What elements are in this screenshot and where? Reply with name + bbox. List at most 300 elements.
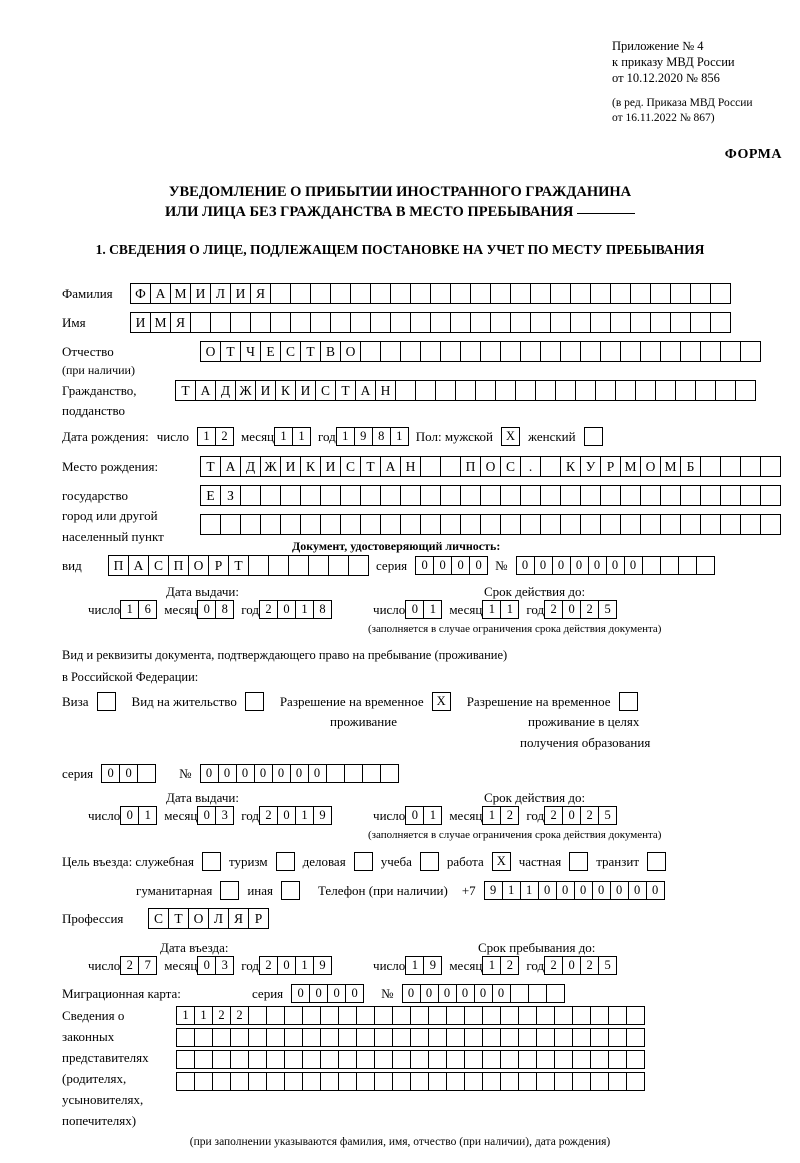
char-cell[interactable] — [360, 341, 381, 362]
char-cell[interactable]: 1 — [502, 881, 521, 900]
char-cell[interactable] — [572, 1006, 591, 1025]
char-cell[interactable] — [248, 1072, 267, 1091]
char-cell[interactable]: И — [230, 283, 251, 304]
char-cell[interactable]: А — [150, 283, 171, 304]
char-cell[interactable]: 0 — [415, 556, 434, 575]
char-cell[interactable] — [480, 485, 501, 506]
char-cell[interactable]: . — [520, 456, 541, 477]
char-cell[interactable] — [515, 380, 536, 401]
char-cell[interactable] — [600, 485, 621, 506]
char-cell[interactable] — [230, 1050, 249, 1069]
sex-female-checkbox[interactable] — [584, 427, 603, 446]
char-cell[interactable]: С — [148, 908, 169, 929]
char-cell[interactable]: 0 — [538, 881, 557, 900]
char-cell[interactable] — [640, 485, 661, 506]
char-cell[interactable] — [572, 1072, 591, 1091]
char-cell[interactable] — [540, 514, 561, 535]
char-cell[interactable] — [720, 341, 741, 362]
char-cell[interactable]: Н — [400, 456, 421, 477]
char-cell[interactable] — [500, 1072, 519, 1091]
char-cell[interactable] — [270, 283, 291, 304]
char-cell[interactable] — [266, 1050, 285, 1069]
char-cell[interactable]: 0 — [120, 806, 139, 825]
char-cell[interactable]: 2 — [120, 956, 139, 975]
temp-residence-checkbox[interactable]: Х — [432, 692, 451, 711]
char-cell[interactable] — [740, 514, 761, 535]
char-cell[interactable] — [266, 1072, 285, 1091]
char-cell[interactable] — [530, 283, 551, 304]
char-cell[interactable]: 2 — [544, 600, 563, 619]
edu-residence-checkbox[interactable] — [619, 692, 638, 711]
char-cell[interactable] — [620, 514, 641, 535]
char-cell[interactable] — [540, 341, 561, 362]
char-cell[interactable]: 0 — [438, 984, 457, 1003]
char-cell[interactable] — [570, 312, 591, 333]
char-cell[interactable]: 0 — [456, 984, 475, 1003]
char-cell[interactable]: 0 — [402, 984, 421, 1003]
char-cell[interactable]: 1 — [520, 881, 539, 900]
char-cell[interactable]: 0 — [592, 881, 611, 900]
char-cell[interactable] — [410, 312, 431, 333]
char-cell[interactable] — [240, 485, 261, 506]
char-cell[interactable]: 1 — [274, 427, 293, 446]
char-cell[interactable] — [284, 1072, 303, 1091]
char-cell[interactable]: Ж — [235, 380, 256, 401]
char-cell[interactable]: Е — [260, 341, 281, 362]
char-cell[interactable] — [482, 1006, 501, 1025]
char-cell[interactable] — [475, 380, 496, 401]
char-cell[interactable] — [260, 485, 281, 506]
char-cell[interactable]: С — [148, 555, 169, 576]
char-cell[interactable] — [370, 312, 391, 333]
char-cell[interactable] — [554, 1006, 573, 1025]
char-cell[interactable] — [500, 514, 521, 535]
char-cell[interactable] — [720, 456, 741, 477]
char-cell[interactable] — [600, 341, 621, 362]
char-cell[interactable] — [500, 1050, 519, 1069]
char-cell[interactable] — [655, 380, 676, 401]
char-cell[interactable] — [554, 1028, 573, 1047]
char-cell[interactable]: 1 — [482, 956, 501, 975]
char-cell[interactable]: Т — [168, 908, 189, 929]
char-cell[interactable] — [400, 341, 421, 362]
char-cell[interactable] — [500, 341, 521, 362]
char-cell[interactable] — [360, 485, 381, 506]
char-cell[interactable] — [720, 485, 741, 506]
char-cell[interactable]: 2 — [230, 1006, 249, 1025]
char-cell[interactable] — [608, 1028, 627, 1047]
char-cell[interactable] — [266, 1028, 285, 1047]
char-cell[interactable]: 0 — [628, 881, 647, 900]
char-cell[interactable]: Т — [200, 456, 221, 477]
char-cell[interactable] — [302, 1050, 321, 1069]
char-cell[interactable]: 0 — [624, 556, 643, 575]
phone-cells[interactable] — [484, 881, 664, 900]
char-cell[interactable]: 0 — [606, 556, 625, 575]
purpose-tourism-checkbox[interactable] — [276, 852, 295, 871]
char-cell[interactable] — [510, 312, 531, 333]
char-cell[interactable] — [356, 1050, 375, 1069]
char-cell[interactable]: 1 — [295, 956, 314, 975]
char-cell[interactable]: 0 — [197, 600, 216, 619]
char-cell[interactable] — [700, 485, 721, 506]
char-cell[interactable] — [320, 1050, 339, 1069]
char-cell[interactable]: И — [320, 456, 341, 477]
char-cell[interactable]: 0 — [290, 764, 309, 783]
purpose-work-checkbox[interactable]: Х — [492, 852, 511, 871]
char-cell[interactable] — [280, 485, 301, 506]
char-cell[interactable]: 1 — [295, 600, 314, 619]
char-cell[interactable] — [528, 984, 547, 1003]
char-cell[interactable] — [610, 283, 631, 304]
char-cell[interactable] — [446, 1028, 465, 1047]
char-cell[interactable] — [370, 283, 391, 304]
char-cell[interactable]: И — [295, 380, 316, 401]
char-cell[interactable]: 9 — [313, 806, 332, 825]
char-cell[interactable] — [560, 514, 581, 535]
char-cell[interactable] — [250, 312, 271, 333]
char-cell[interactable] — [380, 514, 401, 535]
char-cell[interactable]: 3 — [215, 956, 234, 975]
char-cell[interactable] — [550, 312, 571, 333]
char-cell[interactable] — [392, 1028, 411, 1047]
char-cell[interactable] — [410, 1006, 429, 1025]
char-cell[interactable]: 1 — [405, 956, 424, 975]
char-cell[interactable] — [590, 1028, 609, 1047]
char-cell[interactable]: Я — [228, 908, 249, 929]
char-cell[interactable] — [200, 514, 221, 535]
purpose-private-checkbox[interactable] — [569, 852, 588, 871]
char-cell[interactable]: 0 — [308, 764, 327, 783]
char-cell[interactable] — [608, 1050, 627, 1069]
char-cell[interactable] — [580, 341, 601, 362]
char-cell[interactable] — [740, 341, 761, 362]
char-cell[interactable] — [392, 1072, 411, 1091]
char-cell[interactable] — [482, 1050, 501, 1069]
char-cell[interactable] — [435, 380, 456, 401]
char-cell[interactable] — [302, 1028, 321, 1047]
char-cell[interactable]: 2 — [212, 1006, 231, 1025]
char-cell[interactable] — [340, 514, 361, 535]
char-cell[interactable] — [428, 1028, 447, 1047]
char-cell[interactable] — [230, 1072, 249, 1091]
legal-rep-row-1-cells[interactable] — [176, 1006, 644, 1025]
entry-day-cells[interactable] — [120, 956, 156, 975]
char-cell[interactable] — [290, 312, 311, 333]
char-cell[interactable] — [555, 380, 576, 401]
char-cell[interactable] — [395, 380, 416, 401]
char-cell[interactable] — [760, 514, 781, 535]
char-cell[interactable]: К — [300, 456, 321, 477]
char-cell[interactable] — [212, 1028, 231, 1047]
char-cell[interactable]: 2 — [500, 956, 519, 975]
purpose-transit-checkbox[interactable] — [647, 852, 666, 871]
char-cell[interactable] — [760, 485, 781, 506]
char-cell[interactable]: М — [660, 456, 681, 477]
char-cell[interactable] — [400, 514, 421, 535]
purpose-other-checkbox[interactable] — [281, 881, 300, 900]
birth-place-line-3-cells[interactable] — [200, 514, 780, 535]
char-cell[interactable] — [572, 1028, 591, 1047]
char-cell[interactable]: И — [190, 283, 211, 304]
char-cell[interactable]: Т — [335, 380, 356, 401]
citizenship-cells[interactable] — [175, 380, 755, 401]
char-cell[interactable]: О — [200, 341, 221, 362]
char-cell[interactable] — [700, 341, 721, 362]
purpose-service-checkbox[interactable] — [202, 852, 221, 871]
char-cell[interactable]: И — [280, 456, 301, 477]
char-cell[interactable] — [464, 1050, 483, 1069]
char-cell[interactable] — [328, 555, 349, 576]
char-cell[interactable] — [194, 1050, 213, 1069]
char-cell[interactable]: 1 — [292, 427, 311, 446]
char-cell[interactable] — [310, 312, 331, 333]
char-cell[interactable]: 0 — [101, 764, 120, 783]
char-cell[interactable] — [520, 514, 541, 535]
char-cell[interactable] — [590, 283, 611, 304]
char-cell[interactable] — [330, 312, 351, 333]
purpose-study-checkbox[interactable] — [420, 852, 439, 871]
char-cell[interactable] — [176, 1028, 195, 1047]
char-cell[interactable] — [690, 283, 711, 304]
char-cell[interactable] — [428, 1072, 447, 1091]
char-cell[interactable]: Л — [210, 283, 231, 304]
char-cell[interactable]: 0 — [469, 556, 488, 575]
char-cell[interactable] — [420, 341, 441, 362]
char-cell[interactable] — [660, 485, 681, 506]
char-cell[interactable]: 6 — [138, 600, 157, 619]
char-cell[interactable]: 5 — [598, 806, 617, 825]
char-cell[interactable] — [610, 312, 631, 333]
purpose-business-checkbox[interactable] — [354, 852, 373, 871]
char-cell[interactable] — [410, 1050, 429, 1069]
char-cell[interactable]: 0 — [277, 806, 296, 825]
char-cell[interactable]: 7 — [138, 956, 157, 975]
char-cell[interactable] — [338, 1028, 357, 1047]
stay-issue-month-cells[interactable] — [197, 806, 233, 825]
char-cell[interactable] — [554, 1072, 573, 1091]
char-cell[interactable] — [640, 514, 661, 535]
char-cell[interactable] — [700, 514, 721, 535]
char-cell[interactable]: 2 — [580, 600, 599, 619]
char-cell[interactable]: 0 — [197, 956, 216, 975]
char-cell[interactable] — [430, 312, 451, 333]
char-cell[interactable] — [338, 1050, 357, 1069]
char-cell[interactable]: Д — [215, 380, 236, 401]
char-cell[interactable] — [490, 283, 511, 304]
entry-month-cells[interactable] — [197, 956, 233, 975]
char-cell[interactable]: Ж — [260, 456, 281, 477]
char-cell[interactable]: 0 — [474, 984, 493, 1003]
birth-day-cells[interactable] — [197, 427, 233, 446]
char-cell[interactable] — [340, 485, 361, 506]
char-cell[interactable] — [560, 485, 581, 506]
doc-series-cells[interactable] — [415, 556, 487, 575]
char-cell[interactable] — [428, 1006, 447, 1025]
char-cell[interactable] — [536, 1006, 555, 1025]
char-cell[interactable] — [710, 312, 731, 333]
char-cell[interactable] — [760, 456, 781, 477]
char-cell[interactable]: В — [320, 341, 341, 362]
char-cell[interactable]: 2 — [580, 806, 599, 825]
char-cell[interactable] — [626, 1072, 645, 1091]
char-cell[interactable] — [735, 380, 756, 401]
char-cell[interactable] — [344, 764, 363, 783]
char-cell[interactable] — [540, 456, 561, 477]
char-cell[interactable] — [580, 514, 601, 535]
char-cell[interactable]: 1 — [390, 427, 409, 446]
char-cell[interactable] — [248, 555, 269, 576]
char-cell[interactable]: 8 — [313, 600, 332, 619]
char-cell[interactable] — [415, 380, 436, 401]
char-cell[interactable] — [446, 1006, 465, 1025]
char-cell[interactable] — [360, 514, 381, 535]
doc-valid-month-cells[interactable] — [482, 600, 518, 619]
char-cell[interactable] — [212, 1072, 231, 1091]
char-cell[interactable] — [670, 312, 691, 333]
char-cell[interactable]: 0 — [327, 984, 346, 1003]
char-cell[interactable] — [374, 1028, 393, 1047]
char-cell[interactable] — [194, 1028, 213, 1047]
char-cell[interactable]: 2 — [215, 427, 234, 446]
char-cell[interactable]: 1 — [295, 806, 314, 825]
char-cell[interactable]: А — [128, 555, 149, 576]
char-cell[interactable] — [640, 341, 661, 362]
char-cell[interactable]: А — [355, 380, 376, 401]
char-cell[interactable]: О — [480, 456, 501, 477]
char-cell[interactable]: А — [380, 456, 401, 477]
char-cell[interactable] — [194, 1072, 213, 1091]
char-cell[interactable]: З — [220, 485, 241, 506]
char-cell[interactable] — [608, 1072, 627, 1091]
char-cell[interactable] — [690, 312, 711, 333]
char-cell[interactable] — [590, 1006, 609, 1025]
char-cell[interactable]: 0 — [492, 984, 511, 1003]
char-cell[interactable] — [626, 1028, 645, 1047]
char-cell[interactable]: 0 — [291, 984, 310, 1003]
char-cell[interactable] — [440, 485, 461, 506]
char-cell[interactable]: А — [195, 380, 216, 401]
stay-valid-month-cells[interactable] — [482, 806, 518, 825]
char-cell[interactable]: Я — [250, 283, 271, 304]
char-cell[interactable] — [450, 283, 471, 304]
char-cell[interactable]: 1 — [482, 600, 501, 619]
char-cell[interactable] — [308, 555, 329, 576]
char-cell[interactable] — [338, 1006, 357, 1025]
char-cell[interactable] — [374, 1050, 393, 1069]
char-cell[interactable] — [230, 312, 251, 333]
char-cell[interactable] — [635, 380, 656, 401]
char-cell[interactable] — [740, 485, 761, 506]
char-cell[interactable] — [320, 1072, 339, 1091]
char-cell[interactable] — [575, 380, 596, 401]
char-cell[interactable] — [615, 380, 636, 401]
char-cell[interactable] — [428, 1050, 447, 1069]
char-cell[interactable] — [695, 380, 716, 401]
char-cell[interactable] — [660, 514, 681, 535]
char-cell[interactable]: 8 — [215, 600, 234, 619]
char-cell[interactable] — [546, 984, 565, 1003]
char-cell[interactable] — [356, 1028, 375, 1047]
char-cell[interactable] — [600, 514, 621, 535]
char-cell[interactable]: 9 — [354, 427, 373, 446]
char-cell[interactable]: Р — [208, 555, 229, 576]
char-cell[interactable]: 0 — [236, 764, 255, 783]
char-cell[interactable] — [350, 283, 371, 304]
char-cell[interactable] — [270, 312, 291, 333]
char-cell[interactable] — [380, 764, 399, 783]
char-cell[interactable]: 0 — [552, 556, 571, 575]
doc-kind-cells[interactable] — [108, 555, 368, 576]
char-cell[interactable] — [678, 556, 697, 575]
char-cell[interactable] — [380, 341, 401, 362]
char-cell[interactable] — [535, 380, 556, 401]
char-cell[interactable] — [518, 1050, 537, 1069]
char-cell[interactable]: 0 — [197, 806, 216, 825]
char-cell[interactable] — [290, 283, 311, 304]
char-cell[interactable] — [266, 1006, 285, 1025]
doc-issue-day-cells[interactable] — [120, 600, 156, 619]
char-cell[interactable] — [420, 485, 441, 506]
char-cell[interactable] — [570, 283, 591, 304]
char-cell[interactable] — [212, 1050, 231, 1069]
patronymic-cells[interactable] — [200, 341, 760, 362]
purpose-humanitarian-checkbox[interactable] — [220, 881, 239, 900]
char-cell[interactable] — [392, 1050, 411, 1069]
char-cell[interactable]: 0 — [200, 764, 219, 783]
char-cell[interactable]: 0 — [218, 764, 237, 783]
char-cell[interactable] — [590, 1050, 609, 1069]
char-cell[interactable] — [460, 341, 481, 362]
char-cell[interactable] — [482, 1072, 501, 1091]
char-cell[interactable]: 0 — [433, 556, 452, 575]
char-cell[interactable] — [268, 555, 289, 576]
char-cell[interactable] — [470, 312, 491, 333]
char-cell[interactable] — [248, 1050, 267, 1069]
char-cell[interactable] — [410, 1028, 429, 1047]
profession-cells[interactable] — [148, 908, 268, 929]
char-cell[interactable] — [495, 380, 516, 401]
char-cell[interactable]: 0 — [309, 984, 328, 1003]
char-cell[interactable] — [280, 514, 301, 535]
char-cell[interactable]: Е — [200, 485, 221, 506]
char-cell[interactable] — [696, 556, 715, 575]
char-cell[interactable] — [440, 341, 461, 362]
stay-end-month-cells[interactable] — [482, 956, 518, 975]
char-cell[interactable]: С — [280, 341, 301, 362]
char-cell[interactable]: Ч — [240, 341, 261, 362]
char-cell[interactable]: 1 — [482, 806, 501, 825]
char-cell[interactable]: И — [130, 312, 151, 333]
char-cell[interactable]: 0 — [119, 764, 138, 783]
char-cell[interactable]: М — [620, 456, 641, 477]
char-cell[interactable] — [302, 1072, 321, 1091]
char-cell[interactable]: 0 — [556, 881, 575, 900]
char-cell[interactable] — [464, 1028, 483, 1047]
char-cell[interactable]: 0 — [516, 556, 535, 575]
char-cell[interactable]: 1 — [197, 427, 216, 446]
char-cell[interactable] — [590, 1072, 609, 1091]
char-cell[interactable] — [626, 1006, 645, 1025]
char-cell[interactable]: 2 — [259, 956, 278, 975]
char-cell[interactable]: П — [168, 555, 189, 576]
char-cell[interactable] — [220, 514, 241, 535]
char-cell[interactable] — [284, 1028, 303, 1047]
char-cell[interactable]: 0 — [610, 881, 629, 900]
char-cell[interactable] — [374, 1006, 393, 1025]
char-cell[interactable] — [440, 456, 461, 477]
char-cell[interactable]: 0 — [562, 806, 581, 825]
